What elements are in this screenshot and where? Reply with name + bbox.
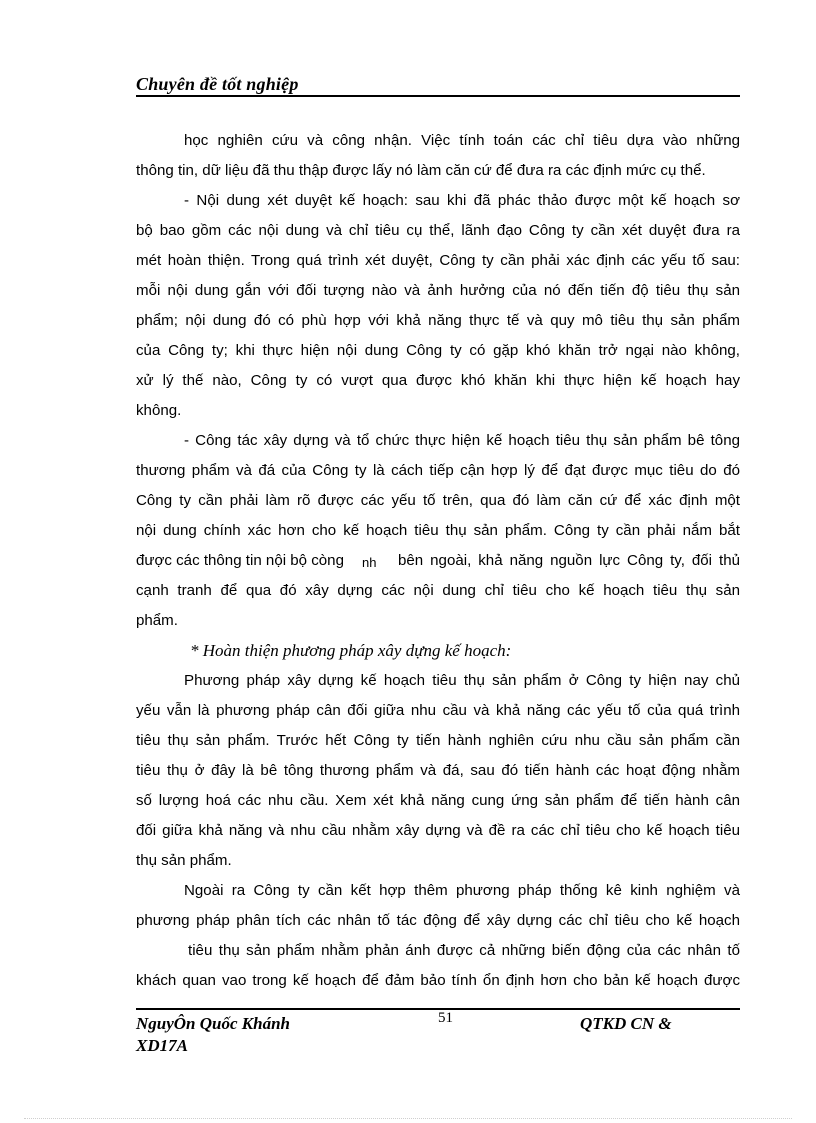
text-line: tiêu thụ sản phẩm. Trước hết Công ty tiến hành nghiên cứu nhu cầu sản phẩm cần [136,732,740,749]
section-heading: * Hoàn thiện phương pháp xây dựng kế hoạch: [190,641,512,660]
text-line: thương phẩm và đá của Công ty là cách tiếp cận hợp lý để đạt được mục tiêu do đó [136,462,740,479]
text-line: Công ty cần phải làm rõ được các yếu tố trên, qua đó làm căn cứ để xác định một [136,492,740,509]
text-line: - Công tác xây dựng và tổ chức thực hiện kế hoạch tiêu thụ sản phẩm bê tông [184,432,740,449]
text-line: phẩm. [136,612,178,629]
document-title: Chuyên đề tốt nghiệp [136,74,299,94]
text-line: được các thông tin nội bộ còng [136,552,344,569]
text-line: học nghiên cứu và công nhận. Việc tính toán các chỉ tiêu dựa vào những [184,132,740,149]
text-line: bên ngoài, khả năng nguồn lực Công ty, đối thủ [398,552,740,569]
header-divider [136,95,740,97]
text-line: thụ sản phẩm. [136,852,232,869]
text-line: mét hoàn thiện. Trong quá trình xét duyệt, Công ty cần phải xác định các yếu tố sau: [136,252,740,269]
text-line: thông tin, dữ liệu đã thu thập được lấy nó làm căn cứ để đưa ra các định mức cụ thể. [136,162,706,179]
text-line: của Công ty; khi thực hiện nội dung Công ty có gặp khó khăn trở ngại nào không, [136,342,740,359]
text-fragment: nh [362,555,377,570]
text-line: xử lý thế nào, Công ty có vượt qua được khó khăn khi thực hiện kế hoạch hay [136,372,740,389]
text-line: cạnh tranh để qua đó xây dựng các nội dung chỉ tiêu cho kế hoạch tiêu thụ sản [136,582,740,599]
text-line: - Nội dung xét duyệt kế hoạch: sau khi đã phác thảo được một kế hoạch sơ [184,192,740,209]
text-line: đối giữa khả năng và nhu cầu nhằm xây dựng và đề ra các chỉ tiêu cho kế hoạch tiêu [136,822,740,839]
text-line: không. [136,402,182,419]
text-line: yếu vẫn là phương pháp cân đối giữa nhu cầu và khả năng các yếu tố của quá trình [136,702,740,719]
text-line: Ngoài ra Công ty cần kết hợp thêm phương pháp thống kê kinh nghiệm và [184,882,740,899]
text-line: phương pháp phân tích các nhân tố tác động để xây dựng các chỉ tiêu cho kế hoạch [136,912,740,929]
text-line: Phương pháp xây dựng kế hoạch tiêu thụ sản phẩm ở Công ty hiện nay chủ [184,672,740,689]
text-line: số lượng hoá các nhu cầu. Xem xét khả năng cung ứng sản phẩm để tiến hành cân [136,792,740,809]
footer-class: QTKD CN & [580,1014,672,1033]
page-number: 51 [438,1010,453,1026]
footer-author: NguyÔn Quốc Khánh [136,1014,290,1033]
text-line: mỗi nội dung gắn với đối tượng nào và ảnh hưởng của nó đến tiến độ tiêu thụ sản [136,282,740,299]
text-line: tiêu thụ sản phẩm nhằm phản ánh được cả những biến động của các nhân tố [188,942,740,959]
text-line: nội dung chính xác hơn cho kế hoạch tiêu thụ sản phẩm. Công ty cần phải nắm bắt [136,522,740,539]
page-bottom-edge [24,1118,792,1119]
text-line: tiêu thụ ở đây là bê tông thương phẩm và đá, sau đó tiến hành các hoạt động nhằm [136,762,740,779]
text-line: phẩm; nội dung đó có phù hợp với khả năng thực tế và quy mô tiêu thụ sản phẩm [136,312,740,329]
footer-class-continued: XD17A [136,1036,188,1055]
text-line: bộ bao gồm các nội dung và chỉ tiêu cụ thể, lãnh đạo Công ty cần xét duyệt đưa ra [136,222,740,239]
text-line: khách quan vao trong kế hoạch để đảm bảo tính ổn định hơn cho bản kế hoạch được [136,972,740,989]
